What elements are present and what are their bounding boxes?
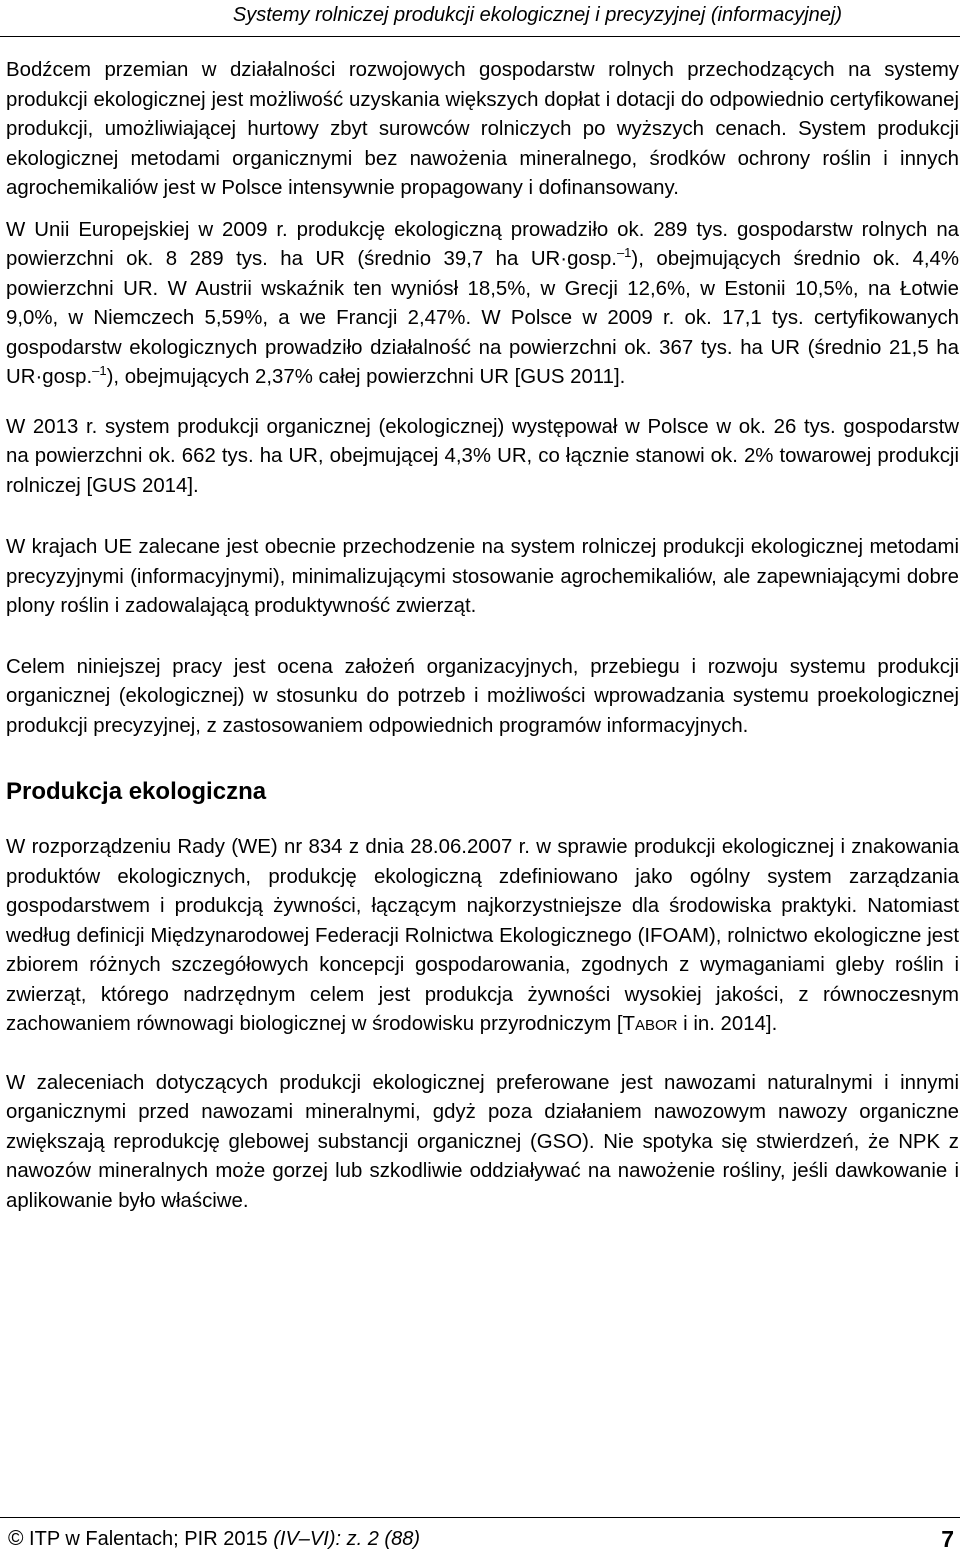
citation-author-rest: ABOR [634,1017,678,1034]
page-number: 7 [941,1526,954,1552]
paragraph-3: W 2013 r. system produkcji organicznej (ekologicznej) występował w Polsce w ok. 26 tys. gospodarstw na powierzchni ok. 662 tys. ha UR, obejmującej 4,3% UR, co łącznie stanowi ok. 2% towarowej produkcji rolniczej [GUS 2014]. [6,415,959,497]
paragraph-6-text-a: W rozporządzeniu Rady (WE) nr 834 z dnia 28.06.2007 r. w sprawie produkcji ekologicznej i znakowania produktów ekologicznych, produkcję ekologiczną zdefiniowano jako ogólny system zarządzania gospodarstwem i produkcją żywności, łączącym najkorzystniejsze dla środowiska praktyki. Natomiast według definicji Międzynarodowej Federacji Rolnictwa Ekologicznego (IFOAM), rolnictwo ekologiczne jest zbiorem różnych szczegółowych koncepcji gospodarowania, zgodnych z wymaganiami gleby roślin i zwierząt, którego nadrzędnym celem jest produkcja żywności wysokiej jakości, z równoczesnym zachowaniem równowagi biologicznej w środowisku przyrodniczym [ [6,836,959,1035]
footer-divider [0,1517,960,1518]
paragraph-2-text-c: ), obejmujących 2,37% całej powierzchni UR [GUS 2011]. [106,366,626,388]
superscript-minus-one: –1 [92,363,107,379]
footer-volume: : z. 2 (88) [335,1528,420,1550]
paragraph-5: Celem niniejszej pracy jest ocena założeń organizacyjnych, przebiegu i rozwoju systemu produkcji organicznej (ekologicznej) w stosunku do potrzeb i możliwości wprowadzania systemu proekologicznej produkcji precyzyjnej, z zastosowaniem odpowiednich programów informacyjnych. [6,655,959,737]
paragraph-6 [6,833,959,1041]
running-header [0,2,960,37]
paragraph-1: Bodźcem przemian w działalności rozwojowych gospodarstw rolnych przechodzących na systemy produkcji ekologicznej jest możliwość uzyskania większych dopłat i dotacji do odpowiednio certyfikowanej produkcji, umożliwiającej hurtowy zbyt surowców rolniczych po wyższych cenach. System produkcji ekologicznej metodami organicznymi bez nawożenia mineralnego, środków ochrony roślin i innych agrochemikaliów jest w Polsce intensywnie propagowany i dofinansowany. [6,59,959,199]
section-heading: Produkcja ekologiczna [6,778,267,805]
paragraph-7: W zaleceniach dotyczących produkcji ekologicznej preferowane jest nawozami naturalnymi i innymi organicznymi przed nawozami mineralnymi, gdyż poza działaniem nawozowym nawozy organiczne zwiększają reprodukcję glebowej substancji organicznej (GSO). Nie spotyka się stwierdzeń, że NPK z nawozów mineralnych może gorzej lub szkodliwie oddziaływać na nawożenie rośliny, jeśli dawkowanie i aplikowanie było właściwe. [6,1071,959,1212]
paragraph-4: W krajach UE zalecane jest obecnie przechodzenie na system rolniczej produkcji ekologicznej metodami precyzyjnymi (informacyjnymi), minimalizującymi stosowanie agrochemikaliów, ale zapewniającymi dobre plony roślin i zadowalającą produktywność zwierząt. [6,536,959,617]
superscript-minus-one: –1 [616,245,632,261]
citation-author-initial: T [622,1013,635,1035]
footer-publisher: ITP w Falentach; PIR 2015 [23,1528,274,1550]
footer-issue: (IV–VI) [273,1528,336,1550]
paragraph-2 [6,216,959,393]
paragraph-2-text-b: ), obejmujących średnio ok. 4,4% powierzchni UR. W Austrii wskaźnik ten wyniósł 18,5%, w Grecji 12,6%, w Estonii 10,5%, na Łotwie 9,0%, w Niemczech 5,59%, a we Francji 2,47%. W Polsce w 2009 r. ok. 17,1 tys. certyfikowanych gospodarstw ekologicznych prowadziło działalność na powierzchni ok. 367 tys. ha UR (średnio 21,5 ha UR·gosp. [6,248,959,388]
page-footer [8,1524,960,1554]
paragraph-6-text-b: i in. 2014]. [677,1013,778,1035]
article-body [6,56,959,1216]
copyright-icon: © [8,1527,24,1550]
paragraph-2-text-a: W Unii Europejskiej w 2009 r. produkcję ekologiczną prowadziło ok. 289 tys. gospodarstw rolnych na powierzchni ok. 8 289 tys. ha UR (średnio 39,7 ha UR·gosp. [6,218,959,270]
running-header-title: Systemy rolniczej produkcji ekologicznej i precyzyjnej (informacyjnej) [232,4,842,26]
